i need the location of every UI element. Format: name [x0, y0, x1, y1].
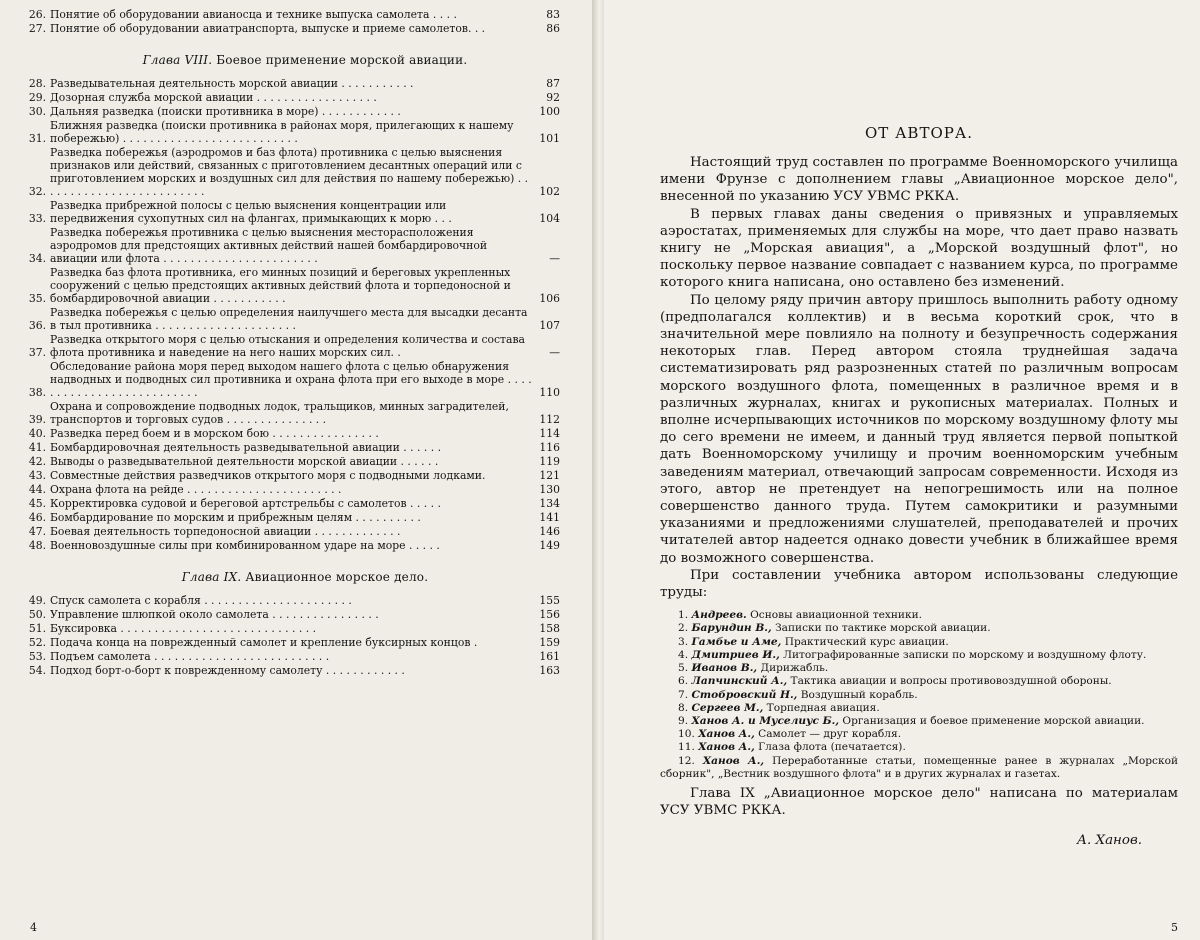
toc-entry-page: 87 — [546, 77, 560, 90]
toc-entry-title: Боевая деятельность торпедоносной авиации . . . . . . . . . . . . . — [50, 525, 401, 538]
reference-number: 12. — [678, 754, 695, 767]
toc-entry — [20, 400, 560, 426]
reference-author: Ханов А., — [702, 754, 765, 767]
toc-entry-page: 92 — [546, 91, 560, 104]
reference-author: Барундин В., — [691, 622, 772, 635]
toc-entry-number: 35. — [28, 292, 46, 305]
toc-entry-page: 83 — [546, 8, 560, 21]
toc-entry-page: 121 — [539, 469, 560, 482]
reference-title: Торпедная авиация. — [766, 701, 880, 714]
toc-entry-number: 37. — [28, 346, 46, 359]
reference-number: 2. — [678, 622, 689, 635]
reference-item — [660, 689, 1178, 702]
reference-author: Гамбье и Аме, — [691, 635, 782, 648]
toc-entry-number: 52. — [28, 636, 46, 649]
toc-entry — [20, 119, 560, 145]
toc-entry — [20, 594, 560, 607]
reference-item — [660, 741, 1178, 754]
toc-entry — [20, 636, 560, 649]
toc-chapter-8 — [20, 77, 560, 552]
reference-title: Практический курс авиации. — [784, 635, 949, 648]
toc-top-block — [20, 8, 560, 35]
toc-entry-number: 51. — [28, 622, 46, 635]
preface-paragraph: Настоящий труд составлен по программе Военноморского училища имени Фрунзе с дополнением главы „Авиационное морское дело", внесенной по указанию УСУ УВМС РККА. — [660, 155, 1178, 205]
toc-entry-page: 119 — [539, 455, 560, 468]
toc-entry-title: Разведывательная деятельность морской авиации . . . . . . . . . . . — [50, 77, 414, 90]
reference-item — [660, 702, 1178, 715]
reference-number: 4. — [678, 648, 689, 661]
toc-entry-page: 158 — [539, 622, 560, 635]
toc-entry-number: 29. — [28, 91, 46, 104]
toc-entry-title: Бомбардирование по морским и прибрежным целям . . . . . . . . . . — [50, 511, 421, 524]
toc-entry — [20, 306, 560, 332]
toc-entry-number: 44. — [28, 483, 46, 496]
toc-entry-page: — — [549, 252, 560, 265]
chapter-9-label: Глава IX. — [181, 570, 242, 584]
toc-entry-page: 86 — [546, 22, 560, 35]
toc-entry-page: 100 — [539, 105, 560, 118]
toc-entry-number: 43. — [28, 469, 46, 482]
toc-entry-page: 106 — [539, 292, 560, 305]
toc-entry-title: Бомбардировочная деятельность разведывательной авиации . . . . . . — [50, 441, 442, 454]
toc-entry-number: 30. — [28, 105, 46, 118]
toc-entry-page: 146 — [539, 525, 560, 538]
reference-item — [660, 609, 1178, 622]
toc-entry-page: 116 — [539, 441, 560, 454]
toc-entry — [20, 146, 560, 198]
reference-author: Ханов А., — [698, 728, 755, 741]
reference-title: Записки по тактике морской авиации. — [775, 622, 991, 635]
toc-entry — [20, 91, 560, 104]
toc-entry-title: Выводы о разведывательной деятельности морской авиации . . . . . . — [50, 455, 439, 468]
toc-entry — [20, 483, 560, 496]
toc-entry-title: Разведка прибрежной полосы с целью выяснения концентрации или передвижения сухопутных сил на флангах, примыкающих к морю . . . — [50, 199, 452, 225]
left-page-number: 4 — [30, 921, 37, 934]
reference-number: 9. — [678, 714, 689, 727]
chapter-8-heading — [50, 53, 560, 67]
reference-item — [660, 715, 1178, 728]
toc-entry-title: Разведка открытого моря с целью отыскания и определения количества и состава флота противника и наведение на него наших морских сил. . — [50, 333, 525, 359]
right-page-number: 5 — [1171, 921, 1178, 934]
reference-author: Ханов А. и Муселиус Б., — [691, 714, 840, 727]
toc-entry-page: 102 — [539, 185, 560, 198]
toc-chapter-9 — [20, 594, 560, 677]
toc-entry-page: 159 — [539, 636, 560, 649]
toc-entry-number: 40. — [28, 427, 46, 440]
toc-entry-title: Обследование района моря перед выходом нашего флота с целью обнаружения надводных и подводных сил противника и охрана флота при его выходе в море . . . . . . . . . . . . . . . . . . . . . . . . . . — [50, 360, 532, 399]
toc-entry-title: Совместные действия разведчиков открытого моря с подводными лодками. — [50, 469, 486, 482]
toc-entry-page: 134 — [539, 497, 560, 510]
toc-entry-title: Разведка баз флота противника, его минных позиций и береговых укрепленных сооружений с целью предстоящих активных действий флота и торпедоносной и бомбардировочной авиации . . . . . . . . . . . — [50, 266, 511, 305]
toc-entry-number: 48. — [28, 539, 46, 552]
toc-entry-page: 110 — [539, 386, 560, 399]
reference-list — [660, 609, 1178, 781]
toc-entry-page: 114 — [539, 427, 560, 440]
reference-number: 5. — [678, 662, 689, 675]
toc-entry-number: 34. — [28, 252, 46, 265]
toc-entry-number: 53. — [28, 650, 46, 663]
toc-entry-number: 46. — [28, 511, 46, 524]
reference-number: 3. — [678, 635, 689, 648]
chapter-9-heading — [50, 570, 560, 584]
toc-entry — [20, 539, 560, 552]
toc-entry-number: 27. — [28, 22, 46, 35]
toc-entry-number: 36. — [28, 319, 46, 332]
reference-title: Дирижабль. — [760, 662, 829, 675]
toc-entry-page: 156 — [539, 608, 560, 621]
reference-author: Лапчинский А., — [691, 675, 788, 688]
right-page — [604, 0, 1200, 940]
toc-entry-number: 38. — [28, 386, 46, 399]
toc-entry-number: 42. — [28, 455, 46, 468]
toc-entry-title: Подход борт-о-борт к поврежденному самолету . . . . . . . . . . . . — [50, 664, 405, 677]
preface-title: ОТ АВТОРА. — [865, 124, 973, 142]
toc-entry-title: Охрана флота на рейде . . . . . . . . . . . . . . . . . . . . . . . — [50, 483, 342, 496]
toc-entry-number: 39. — [28, 413, 46, 426]
reference-author: Дмитриев И., — [691, 648, 780, 661]
toc-entry-page: 161 — [539, 650, 560, 663]
reference-item — [660, 622, 1178, 635]
toc-entry — [20, 427, 560, 440]
reference-title: Самолет — друг корабля. — [758, 728, 902, 741]
toc-entry-title: Спуск самолета с корабля . . . . . . . . . . . . . . . . . . . . . . — [50, 594, 352, 607]
preface-paragraph: По целому ряду причин автору пришлось выполнить работу одному (предполагался коллектив) и в весьма короткий срок, что в значительной мере повлияло на полноту и безупречность содержания некоторых глав. Перед автором стояла труднейшая задача систематизировать ряд разрозненных статей по различным вопросам морского воздушного флота, помещенных в различное время и в различных журналах, книгах и рукописных материалах. Полных и вполне исчерпывающих источников по морскому воздушному флоту мы до сего времени не имеем, и данный труд является первой попыткой дать Военноморскому училищу и прочим военноморским учебным заведениям материал, отвечающий запросам современности. Исходя из этого, автор не претендует на непогрешимость или на полное совершенство данного труда. Путем самокритики и разумными указаниями и предложениями слушателей, преподавателей и прочих читателей автор надеется однако довести учебник в ближайшее время до возможного совершенства. — [660, 292, 1178, 566]
chapter-9-title: Авиационное морское дело. — [245, 570, 429, 584]
toc-entry — [20, 199, 560, 225]
reference-title: Переработанные статьи, помещенные ранее в журналах „Морской сборник", „Вестник воздушного флота" и в других журналах и газетах. — [660, 754, 1179, 780]
toc-entry-number: 49. — [28, 594, 46, 607]
toc-entry-title: Корректировка судовой и береговой артстрельбы с самолетов . . . . . — [50, 497, 441, 510]
reference-title: Основы авиационной техники. — [750, 609, 923, 622]
toc-entry-title: Управление шлюпкой около самолета . . . . . . . . . . . . . . . . — [50, 608, 379, 621]
reference-author: Иванов В., — [691, 662, 758, 675]
toc-entry — [20, 441, 560, 454]
reference-item — [660, 755, 1178, 781]
toc-entry-number: 41. — [28, 441, 46, 454]
toc-entry-title: Военновоздушные силы при комбинированном ударе на море . . . . . — [50, 539, 440, 552]
toc-entry-number: 45. — [28, 497, 46, 510]
toc-entry — [20, 455, 560, 468]
toc-entry — [20, 469, 560, 482]
reference-item — [660, 728, 1178, 741]
toc-entry-page: 130 — [539, 483, 560, 496]
reference-author: Стобровский Н., — [691, 688, 798, 701]
toc-entry — [20, 360, 560, 399]
reference-title: Литографированные записки по морскому и воздушному флоту. — [783, 648, 1147, 661]
toc-entry-title: Ближняя разведка (поиски противника в районах моря, прилегающих к нашему побережью) . . . . . . . . . . . . . . . . . . . . . . . . . . — [50, 119, 514, 145]
toc-entry-title: Разведка побережья (аэродромов и баз флота) противника с целью выяснения признаков или действий, связанных с приготовлением десантных операций или с приготовлением морских и воздушных сил для действия по нашему побережью) . . . . . . . . . . . . . . . . . . . . . . . . . — [50, 146, 529, 198]
toc-entry-number: 50. — [28, 608, 46, 621]
reference-number: 6. — [678, 675, 689, 688]
toc-entry-page: 104 — [539, 212, 560, 225]
left-page — [0, 0, 596, 940]
toc-entry-title: Разведка побережья с целью определения наилучшего места для высадки десанта в тыл противника . . . . . . . . . . . . . . . . . . . . . — [50, 306, 528, 332]
reference-number: 11. — [678, 741, 695, 754]
reference-number: 7. — [678, 688, 689, 701]
toc-entry-title: Подача конца на поврежденный самолет и крепление буксирных концов . — [50, 636, 478, 649]
reference-author: Андреев. — [691, 609, 747, 622]
toc-entry — [20, 333, 560, 359]
toc-entry-number: 31. — [28, 132, 46, 145]
reference-author: Ханов А., — [698, 741, 755, 754]
toc-entry-title: Подъем самолета . . . . . . . . . . . . . . . . . . . . . . . . . . — [50, 650, 330, 663]
toc-entry — [20, 8, 560, 21]
toc-entry-title: Буксировка . . . . . . . . . . . . . . . . . . . . . . . . . . . . . — [50, 622, 317, 635]
preface-paragraph: В первых главах даны сведения о привязных и управляемых аэростатах, применяемых для службы на море, что дает право назвать книгу не „Морская авиация", а „Морской воздушный флот", но поскольку первое название совпадает с названием курса, по программе которого книга написана, оно оставлено без изменений. — [660, 206, 1178, 291]
toc-entry-number: 47. — [28, 525, 46, 538]
preface-paragraph: При составлении учебника автором использованы следующие труды: — [660, 567, 1178, 601]
toc-entry — [20, 511, 560, 524]
toc-entry-page: 155 — [539, 594, 560, 607]
toc-entry-title: Разведка перед боем и в морском бою . . . . . . . . . . . . . . . . — [50, 427, 379, 440]
reference-title: Глаза флота (печатается). — [758, 741, 906, 754]
reference-number: 10. — [678, 728, 695, 741]
reference-title: Воздушный корабль. — [800, 688, 918, 701]
reference-title: Тактика авиации и вопросы противовоздушной обороны. — [790, 675, 1112, 688]
reference-author: Сергеев М., — [691, 701, 764, 714]
toc-entry-page: 101 — [539, 132, 560, 145]
toc-entry — [20, 105, 560, 118]
toc-entry — [20, 608, 560, 621]
toc-entry-title: Понятие об оборудовании авиатранспорта, выпуске и приеме самолетов. . . — [50, 22, 486, 35]
toc-entry — [20, 664, 560, 677]
toc-entry — [20, 226, 560, 265]
reference-number: 1. — [678, 609, 689, 622]
toc-entry — [20, 525, 560, 538]
toc-entry-page: — — [549, 346, 560, 359]
toc-entry-page: 107 — [539, 319, 560, 332]
toc-entry-page: 112 — [539, 413, 560, 426]
reference-item — [660, 662, 1178, 675]
toc-entry-title: Разведка побережья противника с целью выяснения месторасположения аэродромов для предстоящих активных действий нашей бомбардировочной авиации или флота . . . . . . . . . . . . . . . . . . . . . . . — [50, 226, 488, 265]
toc-entry-number: 28. — [28, 77, 46, 90]
toc-entry-page: 163 — [539, 664, 560, 677]
toc-entry-title: Охрана и сопровождение подводных лодок, тральщиков, минных заградителей, транспортов и торговых судов . . . . . . . . . . . . . . . — [50, 400, 509, 426]
toc-entry-page: 149 — [539, 539, 560, 552]
toc-entry — [20, 22, 560, 35]
toc-entry-title: Дальняя разведка (поиски противника в море) . . . . . . . . . . . . — [50, 105, 401, 118]
toc-entry-number: 26. — [28, 8, 46, 21]
preface-closing: Глава IX „Авиационное морское дело" написана по материалам УСУ УВМС РККА. — [660, 785, 1178, 819]
reference-item — [660, 636, 1178, 649]
chapter-8-title: Боевое применение морской авиации. — [216, 53, 468, 67]
toc-entry-title: Дозорная служба морской авиации . . . . . . . . . . . . . . . . . . — [50, 91, 377, 104]
reference-item — [660, 649, 1178, 662]
toc-entry-title: Понятие об оборудовании авианосца и технике выпуска самолета . . . . — [50, 8, 457, 21]
preface-body — [660, 154, 1178, 601]
toc-entry-number: 54. — [28, 664, 46, 677]
reference-title: Организация и боевое применение морской авиации. — [842, 714, 1145, 727]
toc-entry — [20, 622, 560, 635]
toc-entry — [20, 77, 560, 90]
toc-entry-number: 32. — [28, 185, 46, 198]
chapter-8-label: Глава VIII. — [142, 53, 213, 67]
toc-entry — [20, 266, 560, 305]
toc-entry-page: 141 — [539, 511, 560, 524]
reference-item — [660, 675, 1178, 688]
author-signature: А. Ханов. — [1076, 833, 1142, 849]
toc-entry-number: 33. — [28, 212, 46, 225]
reference-number: 8. — [678, 701, 689, 714]
toc-entry — [20, 650, 560, 663]
toc-entry — [20, 497, 560, 510]
